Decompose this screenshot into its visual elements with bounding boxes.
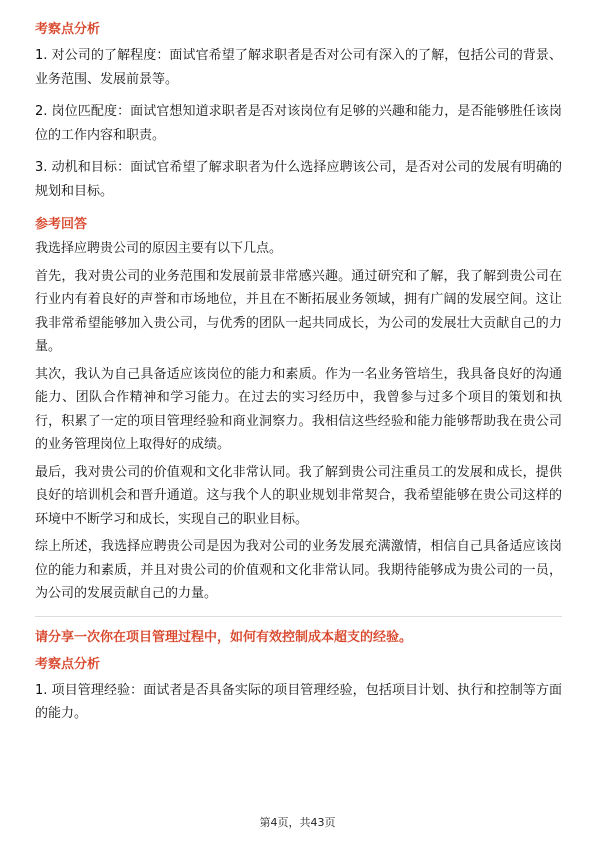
- answer-paragraph-second: 其次，我认为自己具备适应该岗位的能力和素质。作为一名业务管培生，我具备良好的沟通能力、团队合作精神和学习能力。在过去的实习经历中，我曾参与过多个项目的策划和执行，积累了一定的项目管理经验和商业洞察力。我相信这些经验和能力能够帮助我在贵公司的业务管理岗位上取得好的成绩。: [35, 366, 562, 452]
- section-heading-answer: 参考回答: [35, 217, 88, 232]
- section-heading-analysis-2: 考察点分析: [35, 656, 101, 672]
- answer-paragraph-first: 首先，我对贵公司的业务范围和发展前景非常感兴趣。通过研究和了解，我了解到贵公司在行业内有着良好的声誉和市场地位，并且在不断拓展业务领域，拥有广阔的发展空间。这让我非常希望能够加入贵公司，与优秀的团队一起共同成长，为公司的发展壮大贡献自己的力量。: [35, 268, 562, 354]
- analysis-item-3: 3. 动机和目标：面试官希望了解求职者为什么选择应聘该公司，是否对公司的发展有明确的规划和目标。: [35, 160, 562, 199]
- section-divider: [35, 616, 562, 617]
- analysis-item-2: 2. 岗位匹配度：面试官想知道求职者是否对该岗位有足够的兴趣和能力，是否能够胜任该岗位的工作内容和职责。: [35, 104, 562, 143]
- section-heading-analysis: 考察点分析: [35, 22, 101, 37]
- answer-paragraph-summary: 综上所述，我选择应聘贵公司是因为我对公司的业务发展充满激情，相信自己具备适应该岗位的能力和素质，并且对贵公司的价值观和文化非常认同。我期待能够成为贵公司的一员，为公司的发展贡献自己的力量。: [35, 539, 562, 601]
- analysis-item-q2-1: 1. 项目管理经验：面试者是否具备实际的项目管理经验，包括项目计划、执行和控制等方面的能力。: [35, 682, 562, 721]
- answer-paragraph-intro: 我选择应聘贵公司的原因主要有以下几点。: [35, 241, 283, 256]
- page-number: 第4页，共43页: [259, 816, 336, 829]
- analysis-item-1: 1. 对公司的了解程度：面试官希望了解求职者是否对公司有深入的了解，包括公司的背景、业务范围、发展前景等。: [35, 48, 562, 87]
- question-title: 请分享一次你在项目管理过程中，如何有效控制成本超支的经验。: [35, 629, 413, 645]
- answer-paragraph-last: 最后，我对贵公司的价值观和文化非常认同。我了解到贵公司注重员工的发展和成长，提供良好的培训机会和晋升通道。这与我个人的职业规划非常契合，我希望能够在贵公司这样的环境中不断学习和成长，实现自己的职业目标。: [35, 464, 562, 527]
- document-page: [35, 20, 562, 726]
